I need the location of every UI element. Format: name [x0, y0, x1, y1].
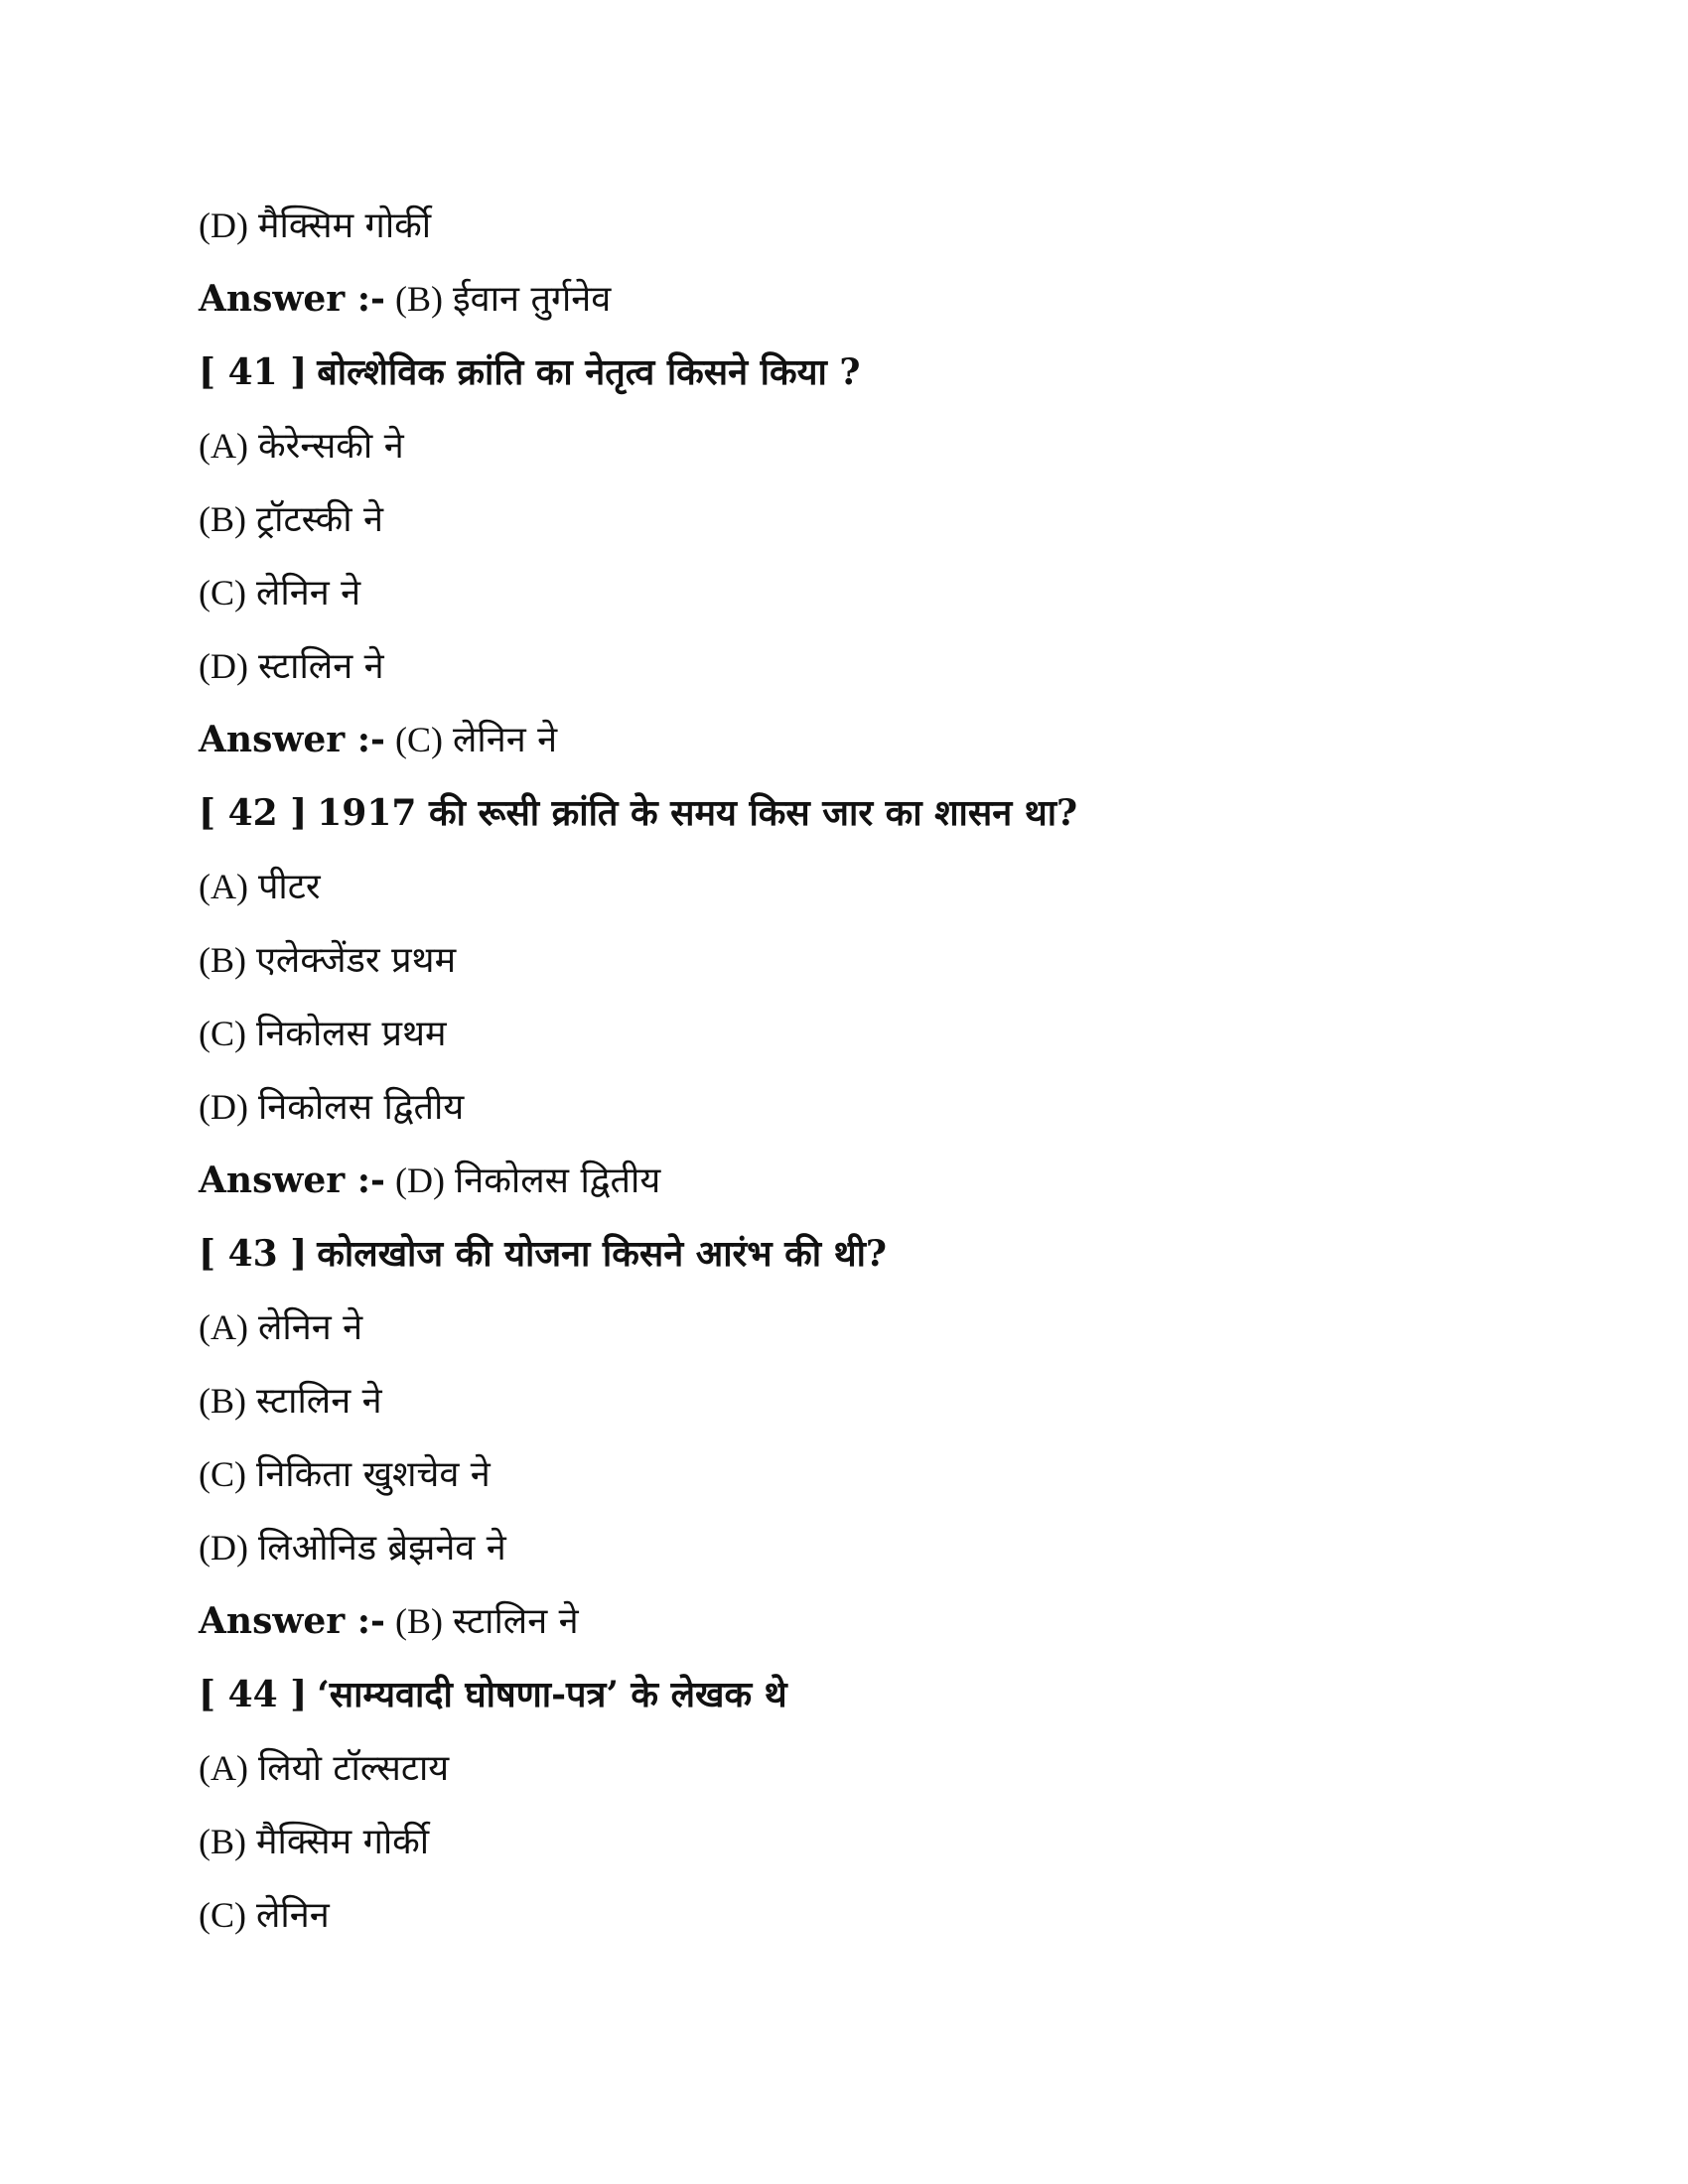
option-line	[199, 997, 1489, 1070]
option-text: एलेक्जेंडर प्रथम	[256, 940, 457, 981]
option-line	[199, 1878, 1489, 1952]
answer-line	[199, 1144, 1489, 1217]
option-line	[199, 1805, 1489, 1878]
option-line	[199, 482, 1489, 556]
question-line	[199, 776, 1489, 850]
option-text: लियो टॉल्सटाय	[257, 1748, 450, 1789]
option-text: मैक्सिम गोर्की	[256, 1822, 430, 1862]
question-line	[199, 1217, 1489, 1291]
option-letter: (C)	[199, 1014, 246, 1053]
question-number: [ 42 ]	[199, 792, 308, 834]
option-line	[199, 1364, 1489, 1437]
answer-line	[199, 703, 1489, 776]
answer-line	[199, 262, 1489, 336]
question-text: 1917 की रूसी क्रांति के समय किस जार का शासन था?	[317, 792, 1078, 834]
option-letter: (C)	[199, 1895, 246, 1935]
option-letter: (B)	[199, 1381, 246, 1421]
answer-text: ईवान तुर्गनेव	[453, 279, 612, 320]
answer-label: Answer :-	[199, 719, 385, 760]
question-number: [ 41 ]	[199, 351, 308, 393]
answer-line	[199, 1584, 1489, 1658]
answer-text: लेनिन ने	[453, 720, 558, 760]
option-letter: (A)	[199, 426, 248, 466]
option-text: निकोलस द्वितीय	[257, 1087, 465, 1128]
option-text: स्टालिन ने	[257, 646, 384, 687]
option-line	[199, 850, 1489, 923]
answer-option-letter: (D)	[395, 1160, 445, 1200]
option-line	[199, 409, 1489, 482]
question-text: ‘साम्यवादी घोषणा-पत्र’ के लेखक थे	[317, 1674, 787, 1715]
option-letter: (A)	[199, 1307, 248, 1347]
option-line	[199, 629, 1489, 703]
question-text: कोलखोज की योजना किसने आरंभ की थी?	[317, 1233, 887, 1275]
option-line	[199, 923, 1489, 997]
option-text: निकिता खुशचेव ने	[256, 1454, 491, 1495]
question-line	[199, 336, 1489, 409]
option-text: लेनिन ने	[256, 573, 361, 614]
answer-label: Answer :-	[199, 1600, 385, 1642]
answer-option-letter: (B)	[395, 279, 443, 319]
answer-text: स्टालिन ने	[453, 1601, 579, 1642]
option-letter: (C)	[199, 573, 246, 613]
answer-label: Answer :-	[199, 1160, 385, 1201]
question-number: [ 44 ]	[199, 1674, 308, 1715]
option-letter: (C)	[199, 1454, 246, 1494]
option-line	[199, 1437, 1489, 1511]
option-text: केरेन्सकी ने	[257, 426, 404, 467]
option-text: लेनिन ने	[257, 1307, 363, 1348]
answer-text: निकोलस द्वितीय	[454, 1160, 661, 1201]
option-text: लिओनिड ब्रेझनेव ने	[257, 1528, 506, 1569]
question-line	[199, 1658, 1489, 1731]
option-letter: (B)	[199, 940, 246, 980]
option-text: ट्रॉटस्की ने	[256, 499, 384, 540]
option-letter: (B)	[199, 1822, 246, 1861]
option-text: लेनिन	[256, 1895, 330, 1936]
answer-option-letter: (C)	[395, 720, 443, 759]
document-page	[199, 189, 1489, 1952]
question-number: [ 43 ]	[199, 1233, 308, 1275]
option-text: पीटर	[257, 867, 321, 907]
answer-label: Answer :-	[199, 278, 385, 320]
option-line	[199, 1511, 1489, 1584]
option-letter: (D)	[199, 646, 248, 686]
option-letter: (B)	[199, 499, 246, 539]
option-letter: (D)	[199, 1528, 248, 1568]
option-line	[199, 189, 1489, 262]
option-line	[199, 1731, 1489, 1805]
option-line	[199, 1070, 1489, 1144]
answer-option-letter: (B)	[395, 1601, 443, 1641]
option-letter: (D)	[199, 205, 248, 245]
option-letter: (D)	[199, 1087, 248, 1127]
option-line	[199, 556, 1489, 629]
option-letter: (A)	[199, 867, 248, 906]
option-letter: (A)	[199, 1748, 248, 1788]
option-text: मैक्सिम गोर्की	[257, 205, 432, 246]
option-text: निकोलस प्रथम	[256, 1014, 447, 1054]
question-text: बोल्शेविक क्रांति का नेतृत्व किसने किया ?	[317, 351, 861, 393]
option-line	[199, 1291, 1489, 1364]
option-text: स्टालिन ने	[256, 1381, 382, 1422]
